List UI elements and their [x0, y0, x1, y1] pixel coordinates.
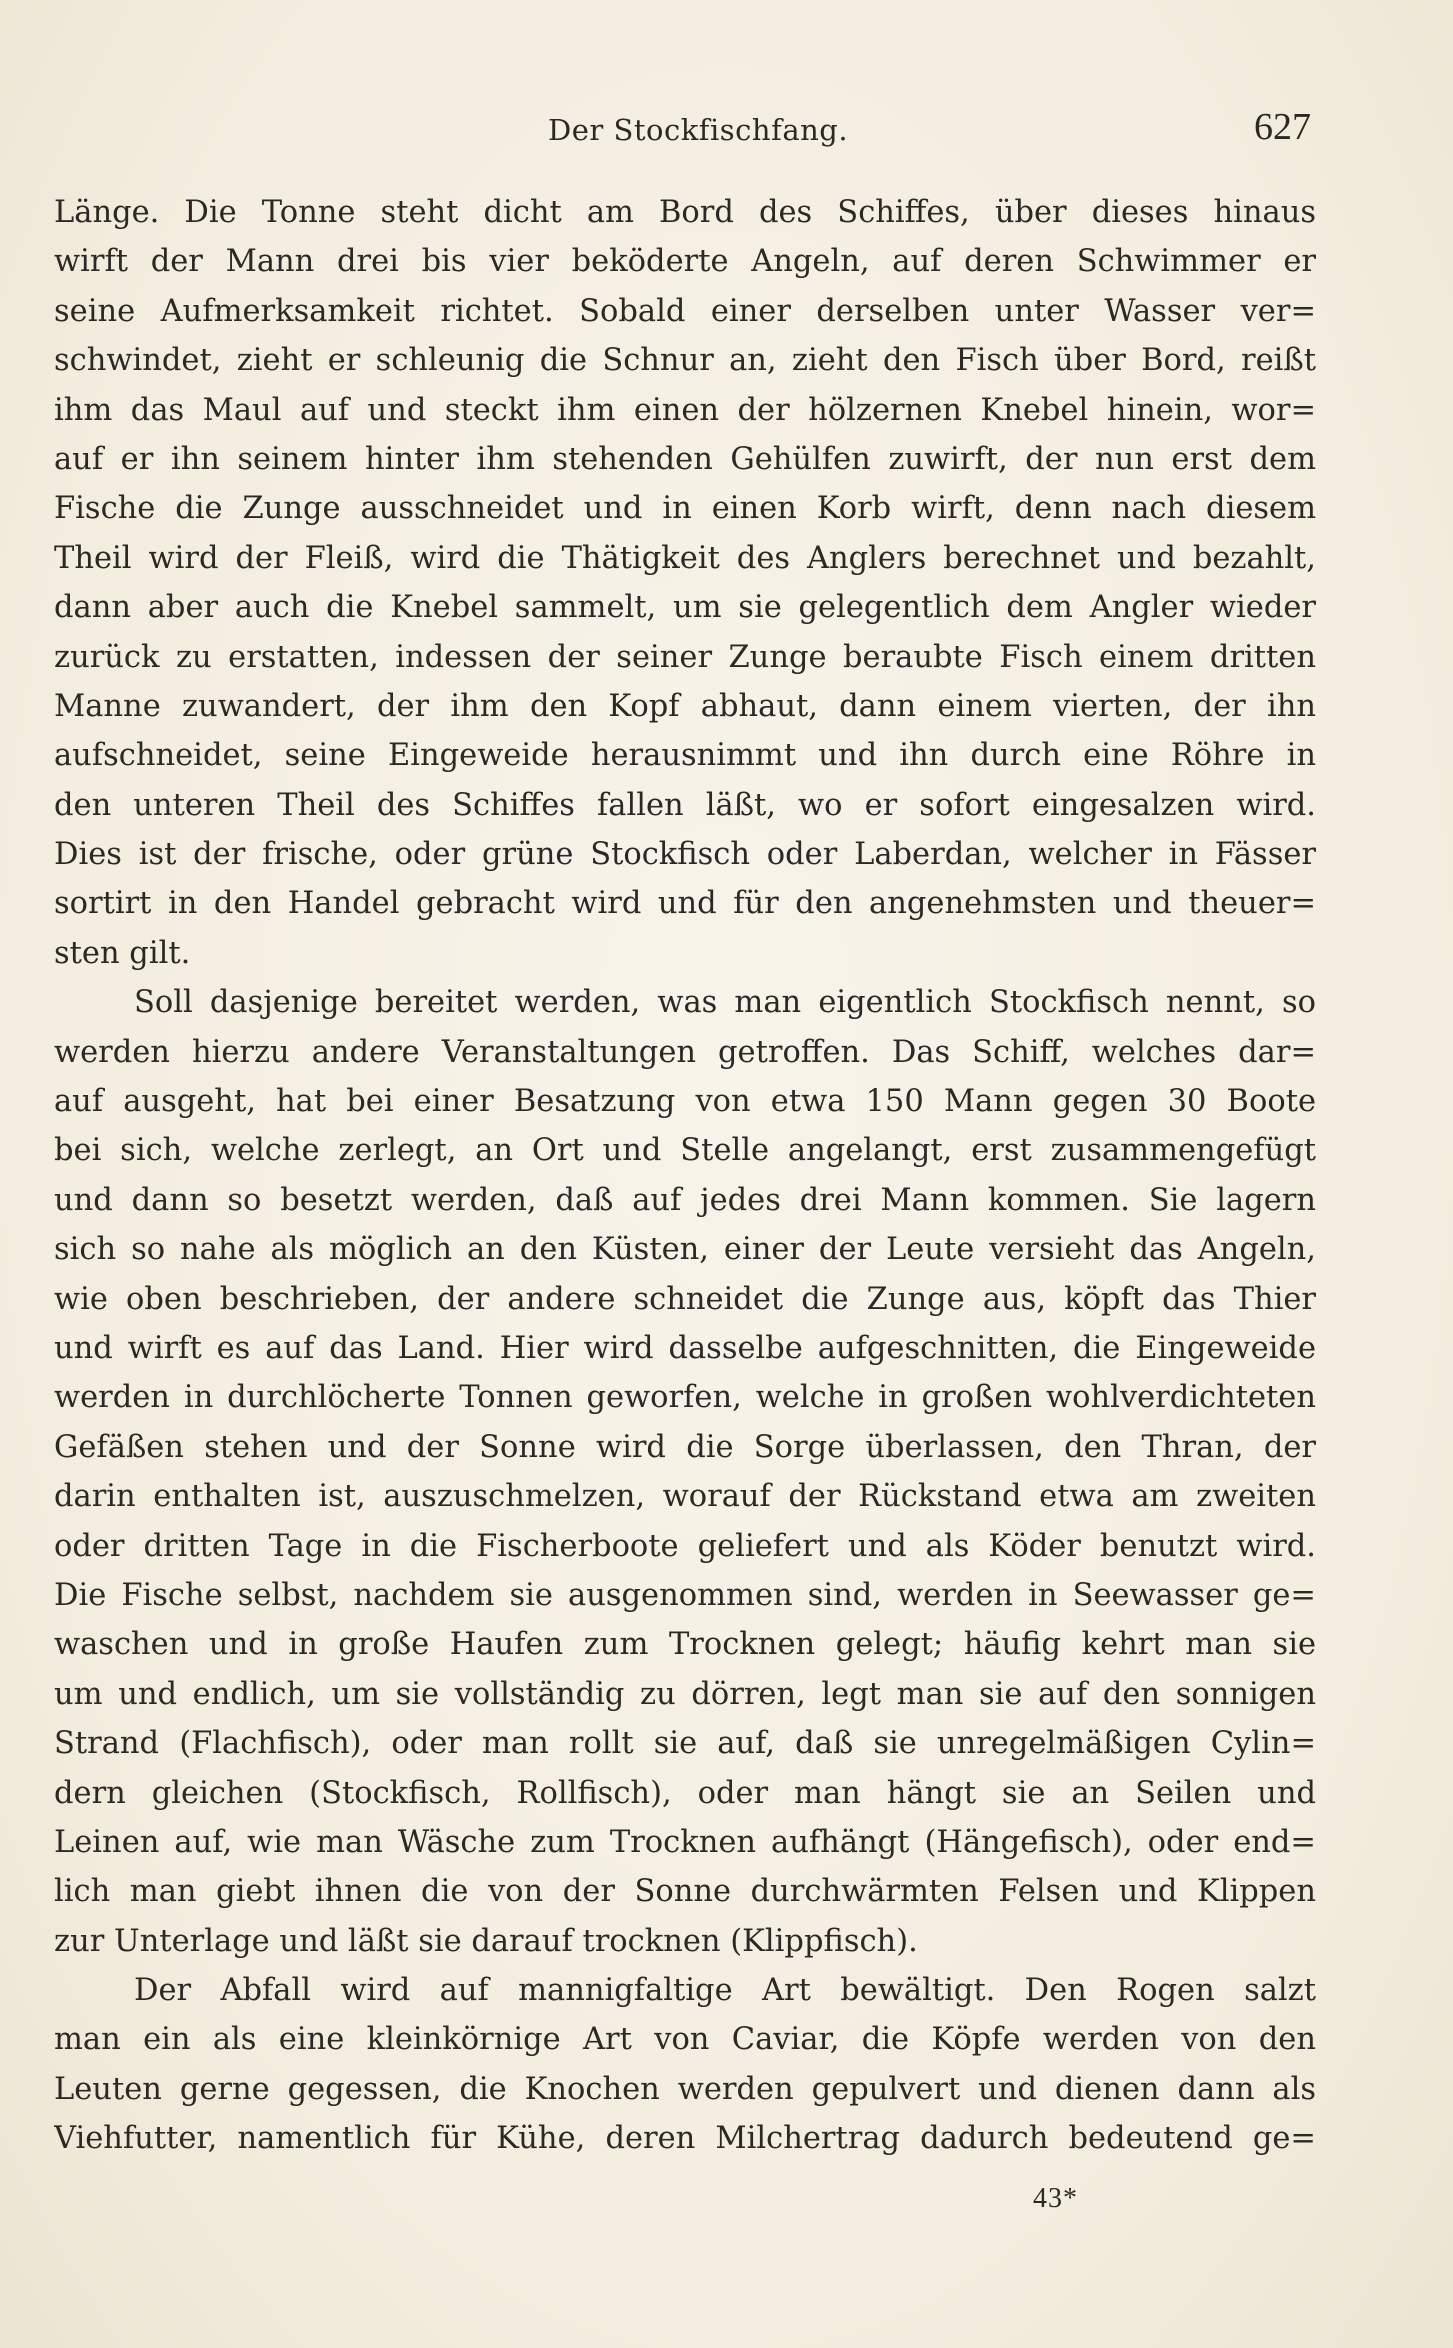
text-line: sich so nahe als möglich an den Küsten, einer der Leute versieht das Angeln, — [54, 1232, 1316, 1268]
body-text — [54, 188, 1316, 2164]
text-line: Dies ist der frische, oder grüne Stockfisch oder Laberdan, welcher in Fässer — [54, 837, 1316, 873]
text-line: man ein als eine kleinkörnige Art von Caviar, die Köpfe werden von den — [54, 2022, 1316, 2058]
text-line: Soll dasjenige bereitet werden, was man eigentlich Stockfisch nennt, so — [134, 985, 1316, 1021]
signature-mark: 43* — [1033, 2183, 1078, 2214]
text-line: Die Fische selbst, nachdem sie ausgenommen sind, werden in Seewasser ge= — [54, 1577, 1316, 1613]
text-line: Leuten gerne gegessen, die Knochen werden gepulvert und dienen dann als — [54, 2071, 1316, 2107]
text-line: seine Aufmerksamkeit richtet. Sobald einer derselben unter Wasser ver= — [54, 293, 1316, 329]
text-line: Manne zuwandert, der ihm den Kopf abhaut, dann einem vierten, der ihn — [54, 688, 1316, 724]
page-header — [0, 105, 1453, 161]
text-line: bei sich, welche zerlegt, an Ort und Stelle angelangt, erst zusammengefügt — [54, 1133, 1316, 1169]
text-line: lich man giebt ihnen die von der Sonne durchwärmten Felsen und Klippen — [54, 1874, 1316, 1910]
text-line: Länge. Die Tonne steht dicht am Bord des Schiffes, über dieses hinaus — [54, 195, 1316, 230]
text-line: werden hierzu andere Veranstaltungen getroffen. Das Schiff, welches dar= — [54, 1034, 1316, 1070]
text-line: wie oben beschrieben, der andere schneidet die Zunge aus, köpft das Thier — [54, 1281, 1316, 1317]
text-line: dern gleichen (Stockfisch, Rollfisch), oder man hängt sie an Seilen und — [54, 1775, 1316, 1811]
text-line: aufschneidet, seine Eingeweide herausnimmt und ihn durch eine Röhre in — [54, 738, 1316, 774]
text-line: Der Abfall wird auf mannigfaltige Art bewältigt. Den Rogen salzt — [134, 1973, 1316, 2009]
text-line: oder dritten Tage in die Fischerboote geliefert und als Köder benutzt wird. — [54, 1528, 1316, 1564]
text-line: und wirft es auf das Land. Hier wird dasselbe aufgeschnitten, die Eingeweide — [54, 1330, 1316, 1366]
text-line: auf er ihn seinem hinter ihm stehenden Gehülfen zuwirft, der nun erst dem — [54, 441, 1316, 477]
text-line: Strand (Flachfisch), oder man rollt sie auf, daß sie unregelmäßigen Cylin= — [54, 1726, 1316, 1762]
text-line: darin enthalten ist, auszuschmelzen, worauf der Rückstand etwa am zweiten — [54, 1479, 1316, 1515]
text-line: Theil wird der Fleiß, wird die Thätigkeit des Anglers berechnet und bezahlt, — [54, 540, 1316, 576]
text-line: werden in durchlöcherte Tonnen geworfen, welche in großen wohlverdichteten — [54, 1380, 1316, 1416]
text-line: Leinen auf, wie man Wäsche zum Trocknen aufhängt (Hängefisch), oder end= — [54, 1824, 1316, 1860]
text-line: auf ausgeht, hat bei einer Besatzung von etwa 150 Mann gegen 30 Boote — [54, 1084, 1316, 1120]
text-line: sortirt in den Handel gebracht wird und für den angenehmsten und theuer= — [54, 886, 1316, 922]
text-line: waschen und in große Haufen zum Trocknen gelegt; häufig kehrt man sie — [54, 1627, 1316, 1663]
text-line: Fische die Zunge ausschneidet und in einen Korb wirft, denn nach diesem — [54, 491, 1316, 527]
text-line: den unteren Theil des Schiffes fallen läßt, wo er sofort eingesalzen wird. — [54, 787, 1316, 823]
text-line: zurück zu erstatten, indessen der seiner Zunge beraubte Fisch einem dritten — [54, 639, 1316, 675]
text-line: ihm das Maul auf und steckt ihm einen der hölzernen Knebel hinein, wor= — [54, 392, 1316, 428]
text-line: dann aber auch die Knebel sammelt, um sie gelegentlich dem Angler wieder — [54, 590, 1316, 626]
page-number: 627 — [1254, 106, 1311, 148]
text-line: um und endlich, um sie vollständig zu dörren, legt man sie auf den sonnigen — [54, 1676, 1316, 1712]
text-line: und dann so besetzt werden, daß auf jedes drei Mann kommen. Sie lagern — [54, 1182, 1316, 1218]
text-line: Viehfutter, namentlich für Kühe, deren Milchertrag dadurch bedeutend ge= — [54, 2121, 1316, 2157]
text-line: zur Unterlage und läßt sie darauf trocknen (Klippfisch). — [54, 1923, 918, 1959]
text-line: Gefäßen stehen und der Sonne wird die Sorge überlassen, den Thran, der — [54, 1429, 1316, 1465]
running-title: Der Stockfischfang. — [548, 113, 849, 147]
text-line: wirft der Mann drei bis vier beköderte Angeln, auf deren Schwimmer er — [54, 244, 1316, 280]
text-line: schwindet, zieht er schleunig die Schnur an, zieht den Fisch über Bord, reißt — [54, 343, 1316, 379]
text-line: sten gilt. — [54, 935, 191, 971]
